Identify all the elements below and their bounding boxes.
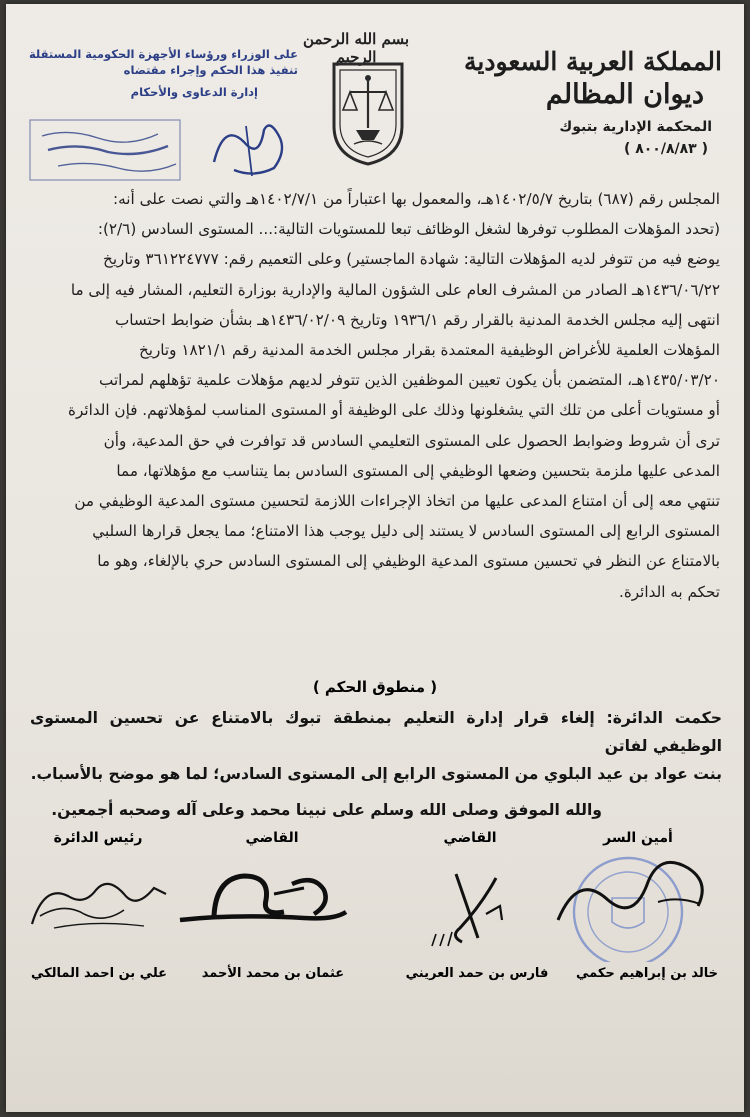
signature-name-chair: علي بن احمد المالكي [30, 966, 168, 981]
verdict-line: حكمت الدائرة: إلغاء قرار إدارة التعليم بمنطقة تبوك بالامتناع عن تحسين المستوى الوظيفي لفاتن [30, 709, 722, 755]
diwan-emblem-icon [328, 56, 408, 168]
reference-number: ( ٨٠٠/٨/٨٣ ) [623, 141, 708, 157]
body-line: المستوى الرابع إلى المستوى السادس لا يستند إلى دليل يوجب هذا الامتناع؛ مما يجعل قرارها السلبي [92, 522, 720, 541]
verdict-text [30, 704, 722, 824]
signature-judge-2-icon [416, 854, 526, 954]
document-body [30, 184, 720, 607]
basmala: بسم الله الرحمن الرحيم [302, 30, 410, 66]
signature-name-judge-2: فارس بن حمد العريني [405, 966, 549, 981]
body-line: ١٤٣٥/٠٣/٢٠هـ، المتضمن بأن يكون تعيين الموظفين الذين تتوفر لديهم مؤهلات علمية تؤهلهم لمراتب [99, 371, 720, 390]
signature-judge-1-icon [174, 854, 354, 944]
document-page [6, 4, 744, 1112]
diwan-title: ديوان المظالم [545, 79, 704, 110]
body-line: أو مستويات أعلى من تلك التي يشغلونها وذلك على الوظيفة أو المستوى المناسب لمؤهلاتهم. فإن الدائرة [68, 401, 720, 420]
court-name: المحكمة الإدارية بتبوك [559, 119, 712, 135]
body-line: انتهى إليه مجلس الخدمة المدنية بالقرار رقم ١٩٣٦/١ وتاريخ ١٤٣٦/٠٢/٠٩هـ بشأن ضوابط احتساب [114, 310, 720, 329]
execution-notice-text: على الوزراء ورؤساء الأجهزة الحكومية المستقلة تنفيذ هذا الحكم وإجراء مقتضاه [28, 47, 298, 77]
signature-title-secretary: أمين السر [603, 830, 673, 846]
body-line: ١٤٣٦/٠٦/٢٢هـ الصادر من المشرف العام على الشؤون المالية والإدارية بوزارة التعليم، المشار فيه إلى ما [70, 280, 720, 299]
signature-name-judge-1: عثمان بن محمد الأحمد [201, 966, 345, 981]
department-name: إدارة الدعاوى والأحكام [130, 85, 258, 99]
closing-prayer: والله الموفق وصلى الله وسلم على نبينا محمد وعلى آله وصحبه أجمعين. [51, 801, 602, 819]
body-line: تنتهي معه إلى أن امتناع المدعى عليها من اتخاذ الإجراءات اللازمة لتحسين مستوى المدعية الوظيفي من [74, 492, 720, 511]
verdict-heading: ( منطوق الحكم ) [312, 678, 438, 696]
body-line: ترى أن شروط وضوابط الحصول على المستوى التعليمي السادس قد توافرت في حق المدعية، وأن [103, 431, 720, 450]
handwritten-initial-icon [204, 112, 294, 182]
signature-title-judge-1: القاضي [245, 830, 299, 846]
body-line: المؤهلات العلمية للأغراض الوظيفية المعتمدة بقرار مجلس الخدمة المدنية رقم ١٨٢١/١ وتاريخ [138, 341, 720, 360]
body-line: (تحدد المؤهلات المطلوب توفرها لشغل الوظائف تبعا للمستويات التالية:... المستوى السادس (٢/٦): [97, 220, 720, 239]
body-line: تحكم به الدائرة. [619, 582, 720, 601]
verdict-line: بنت عواد بن عيد البلوي من المستوى الرابع إلى المستوى السادس؛ لما هو موضح بالأسباب. [30, 765, 722, 783]
signature-title-judge-2: القاضي [443, 830, 497, 846]
official-seal-icon [538, 842, 718, 962]
body-line: المدعى عليها ملزمة بتحسين وضعها الوظيفي إلى المستوى السادس بما يتناسب مع مؤهلاتها، مما [116, 461, 720, 480]
body-line: يوضع فيه من تتوفر لديه المؤهلات التالية: شهادة الماجستير) وعلى التعميم رقم: ٣٦١٢٢٤٧٧٧ وتاريخ [103, 250, 720, 269]
signature-name-secretary: خالد بن إبراهيم حكمي [576, 966, 718, 981]
kingdom-title: المملكة العربية السعودية [463, 47, 722, 76]
body-line: المجلس رقم (٦٨٧) بتاريخ ١٤٠٢/٥/٧هـ، والمعمول بها اعتباراً من ١٤٠٢/٧/١هـ والتي نصت على أنه: [113, 190, 720, 208]
execution-notice [28, 46, 298, 100]
body-line: بالامتناع عن النظر في تحسين مستوى المدعية الوظيفي إلى المستوى السادس حري بالإلغاء، وهو ما [97, 552, 720, 571]
letterhead [462, 46, 722, 160]
signature-title-chair: رئيس الدائرة [53, 830, 143, 846]
signature-chair-icon [24, 854, 174, 944]
received-stamp-icon [28, 116, 198, 188]
